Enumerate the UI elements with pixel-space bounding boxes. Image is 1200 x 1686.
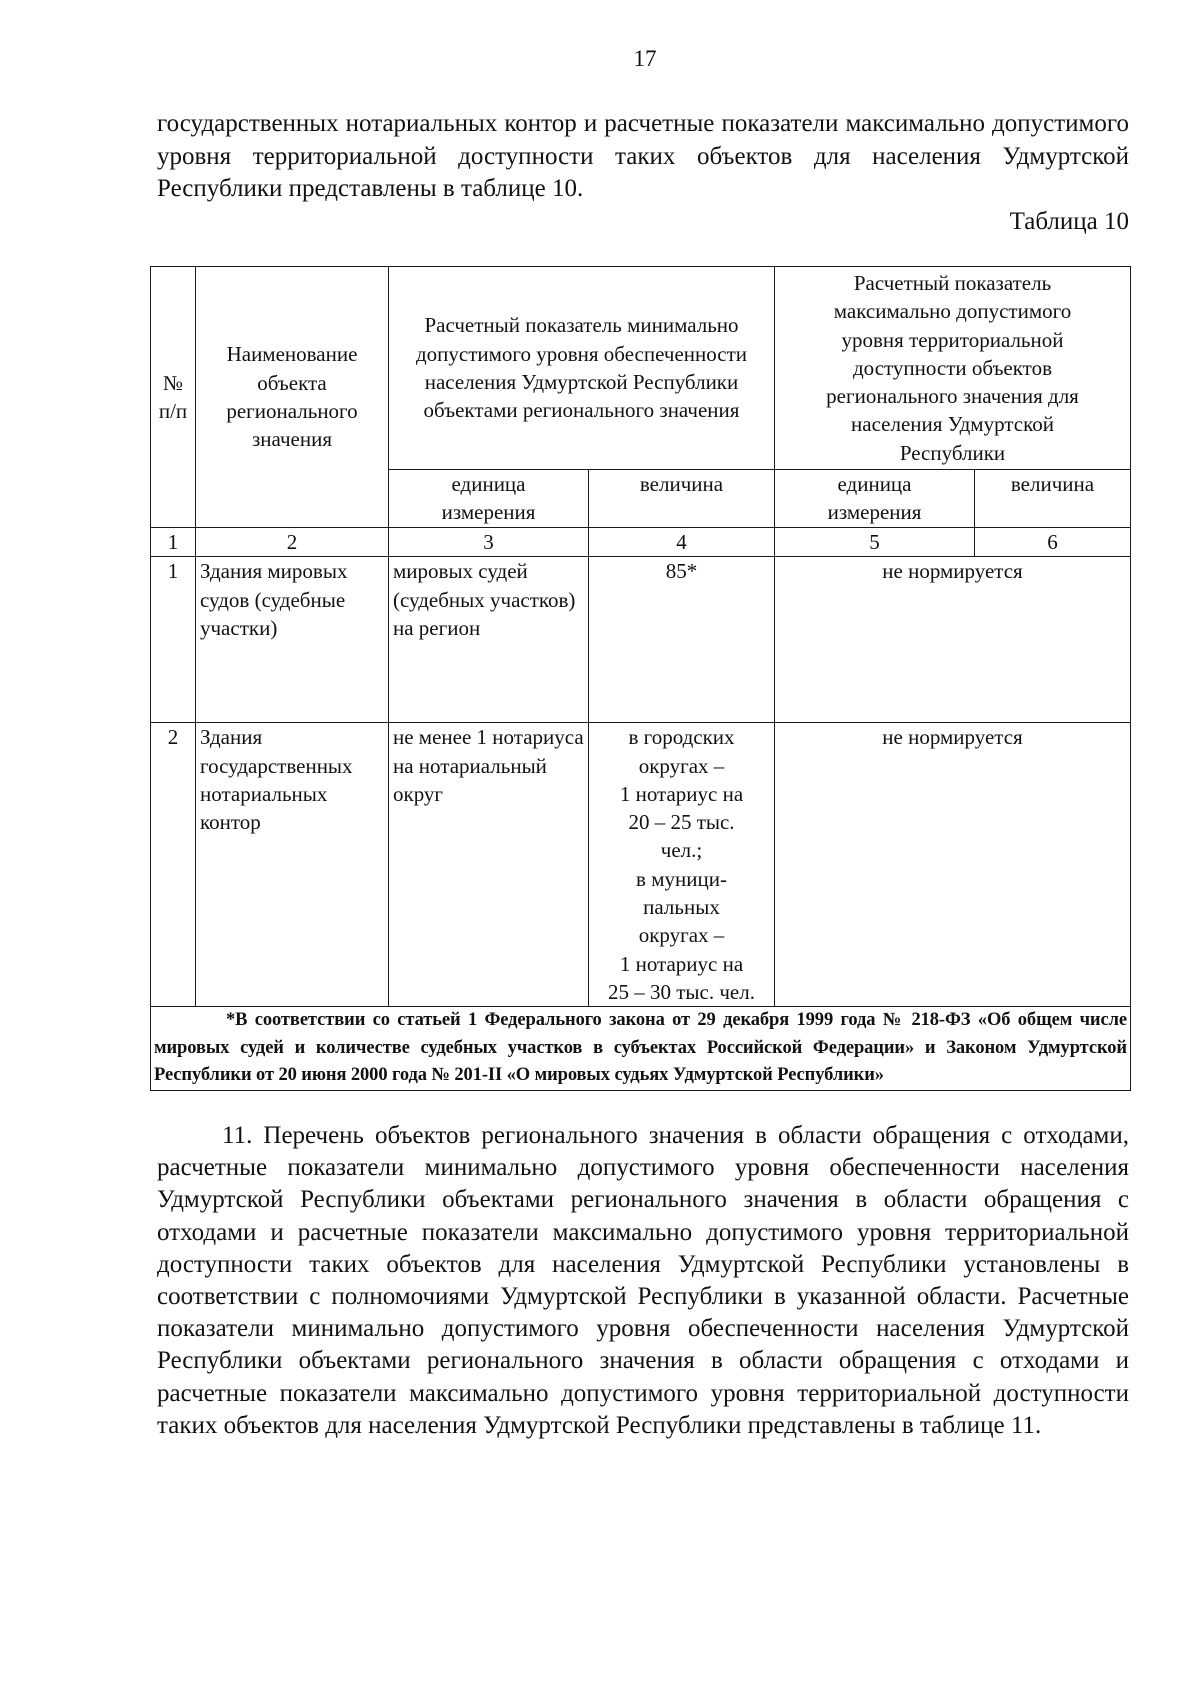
row-value: 85* [589,557,775,723]
table-caption: Таблица 10 [1009,208,1129,235]
value-line: 1 нотариус на [619,781,744,806]
row-object-name: Здания мировых судов (судебные участки) [196,557,389,723]
row-unit: мировых судей (судебных участков) на регион [389,557,589,723]
column-number: 6 [975,528,1131,557]
row-max-indicator: не нормируется [775,557,1131,723]
value-line: округах – [638,923,725,948]
row-value [589,723,775,1007]
value-line: в городских [628,725,735,750]
section-11-paragraph: 11. Перечень объектов регионального значения в области обращения с отходами, расчетные показатели минимально допустимого уровня обеспеченности населения Удмуртской Республики объектами регионального значения в области обращения с отходами и расчетные показатели максимально допустимого уровня территориальной доступности таких объектов для населения Удмуртской Республики установлены в соответствии с полномочиями Удмуртской Республики в указанной области. Расчетные показатели минимально допустимого уровня обеспеченности населения Удмуртской Республики объектами регионального значения в области обращения с отходами и расчетные показатели максимально допустимого уровня территориальной доступности таких объектов для населения Удмуртской Республики представлены в таблице 11. [157,1122,1129,1439]
table-footnote-row [151,1007,1131,1091]
column-number: 5 [775,528,975,557]
subheader-unit-min: единица измерения [389,470,589,528]
row-max-indicator: не нормируется [775,723,1131,1007]
page-number: 17 [633,46,657,71]
subheader-value-min: величина [589,470,775,528]
column-number: 4 [589,528,775,557]
intro-paragraph: государственных нотариальных контор и расчетные показатели максимально допустимого уровня территориальной доступности таких объектов для населения Удмуртской Республики представлены в таблице 10. [157,110,1129,202]
column-number: 2 [196,528,389,557]
value-line: чел.; [660,838,703,863]
value-line: округах – [638,753,725,778]
value-line: пальных [643,895,720,920]
table-row [151,557,1131,723]
column-number: 3 [389,528,589,557]
header-object-name: Наименование объекта регионального значения [196,267,389,528]
row-num: 1 [151,557,196,723]
row-num: 2 [151,723,196,1007]
row-object-name: Здания государственных нотариальных контор [196,723,389,1007]
subheader-value-max: величина [975,470,1131,528]
table-10 [150,266,1131,1091]
column-numbers-row [151,528,1131,557]
value-line: 1 нотариус на [619,951,744,976]
value-line: в муници- [636,866,727,891]
value-line: 25 – 30 тыс. чел. [608,979,755,1004]
table-footnote: *В соответствии со статьей 1 Федерального закона от 29 декабря 1999 года № 218-ФЗ «Об общем числе мировых судей и количестве судебных участков в субъектах Российской Федерации» и Законом Удмуртской Республики от 20 июня 2000 года № 201-II «О мировых судьях Удмуртской Республики» [151,1007,1131,1091]
header-min-indicator: Расчетный показатель минимально допустимого уровня обеспеченности населения Удмуртской Республики объектами регионального значения [389,267,775,470]
value-line: 20 – 25 тыс. [628,810,735,835]
table-header-row [151,267,1131,470]
header-num: № п/п [151,267,196,528]
header-max-indicator: Расчетный показатель максимально допустимого уровня территориальной доступности объектов регионального значения для населения Удмуртской Республики [775,267,1131,470]
table-row [151,723,1131,1007]
row-unit: не менее 1 нотариуса на нотариальный округ [389,723,589,1007]
subheader-unit-max: единица измерения [775,470,975,528]
column-number: 1 [151,528,196,557]
